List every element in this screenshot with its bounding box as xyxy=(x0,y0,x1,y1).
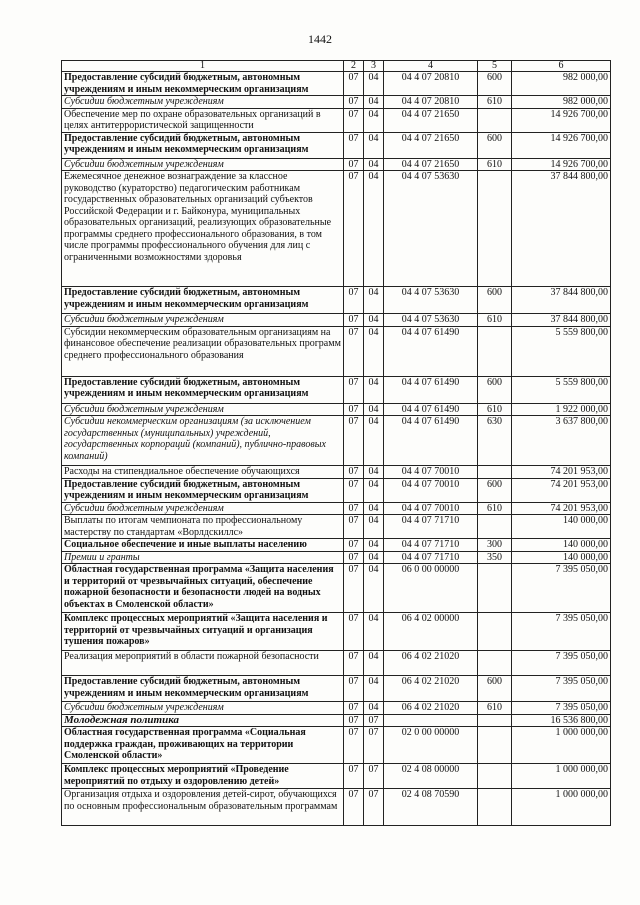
table-row xyxy=(62,764,611,789)
row-description: Предоставление субсидий бюджетным, автономным учреждениям и иным некоммерческим организациям xyxy=(62,478,344,502)
row-expense-type-code: 600 xyxy=(478,478,512,502)
row-amount: 7 395 050,00 xyxy=(512,702,611,715)
row-subsection-code: 04 xyxy=(364,72,384,96)
header-col-6: 6 xyxy=(512,61,611,72)
row-amount: 5 559 800,00 xyxy=(512,376,611,403)
row-description: Премии и гранты xyxy=(62,551,344,564)
row-subsection-code: 07 xyxy=(364,789,384,826)
row-section-code: 07 xyxy=(344,314,364,327)
row-section-code: 07 xyxy=(344,515,364,539)
row-amount: 14 926 700,00 xyxy=(512,108,611,132)
row-description: Предоставление субсидий бюджетным, автономным учреждениям и иным некоммерческим организациям xyxy=(62,287,344,314)
row-section-code: 07 xyxy=(344,171,364,287)
row-expense-type-code xyxy=(478,714,512,727)
row-target-article-code: 02 4 08 00000 xyxy=(384,764,478,789)
table-row xyxy=(62,502,611,515)
header-col-4: 4 xyxy=(384,61,478,72)
row-target-article-code: 04 4 07 61490 xyxy=(384,403,478,416)
row-subsection-code: 04 xyxy=(364,287,384,314)
row-amount: 37 844 800,00 xyxy=(512,287,611,314)
row-amount: 74 201 953,00 xyxy=(512,502,611,515)
row-description: Субсидии бюджетным учреждениям xyxy=(62,158,344,171)
row-section-code: 07 xyxy=(344,403,364,416)
budget-table xyxy=(61,60,611,826)
page-number: 1442 xyxy=(308,32,332,46)
row-amount: 140 000,00 xyxy=(512,551,611,564)
row-description: Субсидии бюджетным учреждениям xyxy=(62,96,344,109)
row-amount: 1 000 000,00 xyxy=(512,764,611,789)
row-description: Выплаты по итогам чемпионата по профессиональному мастерству по стандартам «Ворлдскиллс» xyxy=(62,515,344,539)
row-subsection-code: 07 xyxy=(364,714,384,727)
row-amount: 16 536 800,00 xyxy=(512,714,611,727)
table-row xyxy=(62,403,611,416)
table-row xyxy=(62,727,611,764)
row-subsection-code: 04 xyxy=(364,376,384,403)
row-amount: 1 000 000,00 xyxy=(512,789,611,826)
table-row xyxy=(62,789,611,826)
row-target-article-code: 06 4 02 21020 xyxy=(384,651,478,676)
row-subsection-code: 04 xyxy=(364,651,384,676)
row-subsection-code: 04 xyxy=(364,502,384,515)
row-expense-type-code xyxy=(478,108,512,132)
table-row xyxy=(62,676,611,702)
row-description: Обеспечение мер по охране образовательных организаций в целях антитеррористической защищенности xyxy=(62,108,344,132)
row-subsection-code: 04 xyxy=(364,613,384,651)
row-subsection-code: 04 xyxy=(364,564,384,613)
table-row xyxy=(62,466,611,479)
table-row xyxy=(62,326,611,376)
row-expense-type-code xyxy=(478,727,512,764)
row-section-code: 07 xyxy=(344,158,364,171)
header-row xyxy=(62,61,611,72)
row-section-code: 07 xyxy=(344,132,364,158)
row-expense-type-code xyxy=(478,171,512,287)
row-subsection-code: 04 xyxy=(364,515,384,539)
row-amount: 7 395 050,00 xyxy=(512,651,611,676)
row-description: Комплекс процессных мероприятий «Защита населения и территорий от чрезвычайных ситуаций и организация тушения пожаров» xyxy=(62,613,344,651)
row-expense-type-code: 600 xyxy=(478,376,512,403)
row-expense-type-code: 610 xyxy=(478,403,512,416)
row-description: Субсидии бюджетным учреждениям xyxy=(62,502,344,515)
row-subsection-code: 04 xyxy=(364,108,384,132)
row-description: Предоставление субсидий бюджетным, автономным учреждениям и иным некоммерческим организациям xyxy=(62,376,344,403)
row-expense-type-code: 610 xyxy=(478,702,512,715)
row-amount: 1 000 000,00 xyxy=(512,727,611,764)
table-row xyxy=(62,287,611,314)
table-row xyxy=(62,132,611,158)
row-description: Субсидии некоммерческим образовательным организациям на финансовое обеспечение реализации образовательных программ среднего профессионального образования xyxy=(62,326,344,376)
row-expense-type-code: 300 xyxy=(478,539,512,552)
row-subsection-code: 04 xyxy=(364,171,384,287)
row-target-article-code: 06 0 00 00000 xyxy=(384,564,478,613)
row-expense-type-code xyxy=(478,764,512,789)
row-amount: 7 395 050,00 xyxy=(512,676,611,702)
row-subsection-code: 04 xyxy=(364,158,384,171)
row-expense-type-code: 600 xyxy=(478,287,512,314)
row-amount: 37 844 800,00 xyxy=(512,314,611,327)
row-description: Субсидии бюджетным учреждениям xyxy=(62,702,344,715)
row-expense-type-code: 610 xyxy=(478,502,512,515)
row-target-article-code: 04 4 07 61490 xyxy=(384,416,478,466)
row-description: Комплекс процессных мероприятий «Проведение мероприятий по отдыху и оздоровлению детей» xyxy=(62,764,344,789)
table-row xyxy=(62,564,611,613)
row-target-article-code: 04 4 07 20810 xyxy=(384,72,478,96)
row-section-code: 07 xyxy=(344,764,364,789)
row-target-article-code: 02 4 08 70590 xyxy=(384,789,478,826)
row-description: Субсидии бюджетным учреждениям xyxy=(62,314,344,327)
table-row xyxy=(62,515,611,539)
row-description: Субсидии некоммерческим организациям (за исключением государственных (муниципальных) учреждений, государственных корпораций (компаний), публично-правовых компаний) xyxy=(62,416,344,466)
row-target-article-code: 02 0 00 00000 xyxy=(384,727,478,764)
table-row xyxy=(62,702,611,715)
row-target-article-code: 04 4 07 21650 xyxy=(384,108,478,132)
row-target-article-code: 04 4 07 61490 xyxy=(384,376,478,403)
row-expense-type-code xyxy=(478,564,512,613)
table-row xyxy=(62,171,611,287)
table-body xyxy=(62,72,611,826)
row-subsection-code: 04 xyxy=(364,478,384,502)
table-row xyxy=(62,108,611,132)
row-amount: 7 395 050,00 xyxy=(512,564,611,613)
header-col-5: 5 xyxy=(478,61,512,72)
row-description: Ежемесячное денежное вознаграждение за классное руководство (кураторство) педагогическим работникам государственных образовательных организаций субъектов Российской Федерации и г. Байконура, муниципальных образовательных организаций, реализующих образовательные программы среднего профессионального образования, в том числе программы профессионального обучения для лиц с ограниченными возможностями здоровья xyxy=(62,171,344,287)
row-amount: 3 637 800,00 xyxy=(512,416,611,466)
row-expense-type-code: 610 xyxy=(478,158,512,171)
row-section-code: 07 xyxy=(344,676,364,702)
row-subsection-code: 04 xyxy=(364,403,384,416)
row-subsection-code: 04 xyxy=(364,314,384,327)
row-amount: 140 000,00 xyxy=(512,515,611,539)
row-section-code: 07 xyxy=(344,416,364,466)
row-section-code: 07 xyxy=(344,466,364,479)
row-subsection-code: 04 xyxy=(364,326,384,376)
row-amount: 37 844 800,00 xyxy=(512,171,611,287)
row-subsection-code: 04 xyxy=(364,416,384,466)
row-subsection-code: 04 xyxy=(364,466,384,479)
row-section-code: 07 xyxy=(344,551,364,564)
row-expense-type-code: 600 xyxy=(478,132,512,158)
row-section-code: 07 xyxy=(344,564,364,613)
row-expense-type-code: 610 xyxy=(478,96,512,109)
row-target-article-code: 04 4 07 71710 xyxy=(384,539,478,552)
row-target-article-code: 06 4 02 00000 xyxy=(384,613,478,651)
row-target-article-code: 04 4 07 53630 xyxy=(384,314,478,327)
row-description: Реализация мероприятий в области пожарной безопасности xyxy=(62,651,344,676)
row-amount: 140 000,00 xyxy=(512,539,611,552)
row-description: Областная государственная программа «Защита населения и территорий от чрезвычайных ситуаций, обеспечение пожарной безопасности и безопасности людей на водных объектах в Смоленской области» xyxy=(62,564,344,613)
row-target-article-code: 04 4 07 70010 xyxy=(384,466,478,479)
table-row xyxy=(62,651,611,676)
row-section-code: 07 xyxy=(344,376,364,403)
row-target-article-code: 04 4 07 20810 xyxy=(384,96,478,109)
row-target-article-code: 06 4 02 21020 xyxy=(384,702,478,715)
table-row xyxy=(62,158,611,171)
row-target-article-code: 04 4 07 21650 xyxy=(384,158,478,171)
row-expense-type-code xyxy=(478,515,512,539)
table-row xyxy=(62,714,611,727)
row-section-code: 07 xyxy=(344,326,364,376)
row-expense-type-code xyxy=(478,789,512,826)
row-expense-type-code xyxy=(478,613,512,651)
row-section-code: 07 xyxy=(344,539,364,552)
row-section-code: 07 xyxy=(344,287,364,314)
row-section-code: 07 xyxy=(344,96,364,109)
table-row xyxy=(62,539,611,552)
row-subsection-code: 04 xyxy=(364,676,384,702)
row-section-code: 07 xyxy=(344,789,364,826)
row-target-article-code: 04 4 07 70010 xyxy=(384,502,478,515)
row-amount: 982 000,00 xyxy=(512,96,611,109)
table-row xyxy=(62,551,611,564)
row-section-code: 07 xyxy=(344,702,364,715)
row-amount: 5 559 800,00 xyxy=(512,326,611,376)
row-target-article-code: 04 4 07 61490 xyxy=(384,326,478,376)
row-description: Социальное обеспечение и иные выплаты населению xyxy=(62,539,344,552)
row-description: Предоставление субсидий бюджетным, автономным учреждениям и иным некоммерческим организациям xyxy=(62,72,344,96)
row-description: Организация отдыха и оздоровления детей-сирот, обучающихся по основным профессиональным образовательным программам xyxy=(62,789,344,826)
table-row xyxy=(62,72,611,96)
row-target-article-code: 04 4 07 53630 xyxy=(384,171,478,287)
row-subsection-code: 04 xyxy=(364,96,384,109)
row-target-article-code: 04 4 07 71710 xyxy=(384,515,478,539)
row-expense-type-code: 610 xyxy=(478,314,512,327)
table-row xyxy=(62,416,611,466)
row-section-code: 07 xyxy=(344,108,364,132)
row-amount: 7 395 050,00 xyxy=(512,613,611,651)
row-expense-type-code: 600 xyxy=(478,72,512,96)
row-section-code: 07 xyxy=(344,478,364,502)
row-amount: 14 926 700,00 xyxy=(512,132,611,158)
row-description: Областная государственная программа «Социальная поддержка граждан, проживающих на территории Смоленской области» xyxy=(62,727,344,764)
table-row xyxy=(62,478,611,502)
row-section-code: 07 xyxy=(344,72,364,96)
row-expense-type-code xyxy=(478,466,512,479)
row-target-article-code xyxy=(384,714,478,727)
row-amount: 74 201 953,00 xyxy=(512,478,611,502)
table-row xyxy=(62,314,611,327)
row-expense-type-code: 600 xyxy=(478,676,512,702)
row-subsection-code: 07 xyxy=(364,764,384,789)
row-target-article-code: 04 4 07 71710 xyxy=(384,551,478,564)
row-amount: 982 000,00 xyxy=(512,72,611,96)
row-description: Предоставление субсидий бюджетным, автономным учреждениям и иным некоммерческим организациям xyxy=(62,132,344,158)
row-expense-type-code: 350 xyxy=(478,551,512,564)
row-subsection-code: 04 xyxy=(364,702,384,715)
row-section-code: 07 xyxy=(344,727,364,764)
row-subsection-code: 04 xyxy=(364,132,384,158)
row-subsection-code: 04 xyxy=(364,551,384,564)
table-row xyxy=(62,96,611,109)
row-target-article-code: 04 4 07 70010 xyxy=(384,478,478,502)
row-expense-type-code: 630 xyxy=(478,416,512,466)
row-subsection-code: 07 xyxy=(364,727,384,764)
header-col-2: 2 xyxy=(344,61,364,72)
row-amount: 74 201 953,00 xyxy=(512,466,611,479)
row-target-article-code: 06 4 02 21020 xyxy=(384,676,478,702)
row-target-article-code: 04 4 07 21650 xyxy=(384,132,478,158)
row-subsection-code: 04 xyxy=(364,539,384,552)
table-row xyxy=(62,376,611,403)
row-target-article-code: 04 4 07 53630 xyxy=(384,287,478,314)
row-section-code: 07 xyxy=(344,651,364,676)
header-col-3: 3 xyxy=(364,61,384,72)
row-section-code: 07 xyxy=(344,714,364,727)
row-description: Молодежная политика xyxy=(62,714,344,727)
row-expense-type-code xyxy=(478,326,512,376)
row-description: Расходы на стипендиальное обеспечение обучающихся xyxy=(62,466,344,479)
row-expense-type-code xyxy=(478,651,512,676)
header-col-1: 1 xyxy=(62,61,344,72)
row-section-code: 07 xyxy=(344,613,364,651)
row-description: Предоставление субсидий бюджетным, автономным учреждениям и иным некоммерческим организациям xyxy=(62,676,344,702)
row-amount: 1 922 000,00 xyxy=(512,403,611,416)
row-section-code: 07 xyxy=(344,502,364,515)
row-amount: 14 926 700,00 xyxy=(512,158,611,171)
row-description: Субсидии бюджетным учреждениям xyxy=(62,403,344,416)
table-row xyxy=(62,613,611,651)
